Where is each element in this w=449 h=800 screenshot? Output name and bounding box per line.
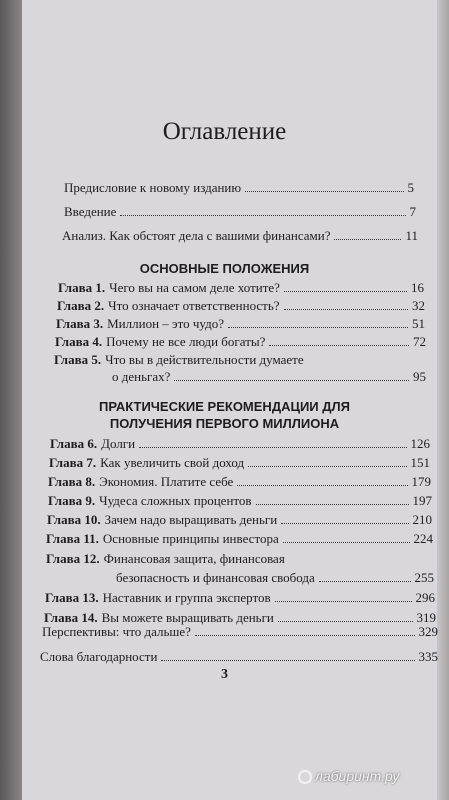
section-heading: ПРАКТИЧЕСКИЕ РЕКОМЕНДАЦИИ ДЛЯ (98, 399, 350, 414)
labirint-logo-icon (298, 770, 312, 784)
toc-entry (49, 455, 430, 471)
toc-entry (54, 352, 304, 368)
leader-dots (284, 291, 407, 292)
chapter-label: Глава 9. (48, 493, 96, 508)
toc-entry (45, 590, 435, 606)
toc-entry (56, 316, 425, 332)
toc-entry-text: Чего вы на самом деле хотите? (109, 280, 280, 295)
toc-entry-text: Вы можете выращивать деньги (101, 610, 274, 625)
toc-entry (50, 436, 430, 452)
toc-entry (64, 180, 414, 196)
toc-entry (46, 551, 285, 567)
leader-dots (284, 309, 408, 310)
toc-entry (57, 298, 425, 314)
toc-entry-page: 210 (412, 512, 432, 527)
leader-dots (281, 523, 408, 524)
toc-entry-text: Основные принципы инвестора (102, 531, 279, 546)
toc-entry (62, 228, 418, 244)
toc-entry-text: Финансовая защита, финансовая (103, 551, 285, 566)
toc-entry (40, 649, 438, 665)
leader-dots (228, 327, 408, 328)
toc-entry-page: 224 (413, 531, 433, 546)
leader-dots (237, 485, 407, 486)
toc-entry-page: 11 (405, 228, 418, 243)
page-title: Оглавление (162, 118, 287, 145)
leader-dots (275, 601, 412, 602)
chapter-label: Глава 8. (48, 474, 96, 489)
toc-entry (48, 493, 432, 509)
toc-entry-text: Чудеса сложных процентов (99, 493, 252, 508)
chapter-label: Глава 3. (56, 316, 104, 331)
chapter-label: Глава 10. (47, 512, 101, 527)
toc-entry-text: Введение (64, 204, 117, 219)
toc-entry-text: Наставник и группа экспертов (102, 590, 271, 605)
toc-entry (48, 474, 431, 490)
chapter-label: Глава 11. (46, 531, 99, 546)
toc-entry-page: 335 (418, 649, 438, 664)
leader-dots (319, 581, 411, 582)
leader-dots (283, 542, 410, 543)
toc-entry (64, 204, 416, 220)
toc-entry-page: 319 (416, 610, 436, 625)
toc-entry (58, 280, 424, 296)
watermark: лабиринт.ру (315, 768, 400, 784)
leader-dots (334, 239, 401, 240)
toc-entry-text: о деньгах? (112, 369, 171, 384)
leader-dots (174, 380, 409, 381)
toc-entry-page: 72 (413, 334, 426, 349)
toc-entry-page: 179 (411, 474, 431, 489)
chapter-label: Глава 5. (54, 352, 102, 367)
toc-entry-page: 296 (415, 590, 435, 605)
leader-dots (139, 447, 406, 448)
toc-entry-page: 95 (413, 369, 426, 384)
toc-entry-text: Перспективы: что дальше? (42, 624, 191, 639)
page-number: 3 (221, 667, 228, 682)
toc-entry-text: безопасность и финансовая свобода (116, 570, 315, 585)
section-heading: ПОЛУЧЕНИЯ ПЕРВОГО МИЛЛИОНА (109, 416, 340, 431)
toc-entry-page: 255 (414, 570, 434, 585)
toc-entry-page: 16 (411, 280, 424, 295)
toc-entry-page: 32 (412, 298, 425, 313)
toc-entry-text: Что означает ответственность? (108, 298, 280, 313)
leader-dots (248, 466, 406, 467)
toc-entry-text: Что вы в действительности думаете (105, 352, 304, 367)
toc-entry (47, 512, 432, 528)
toc-entry-continuation (112, 369, 426, 385)
toc-entry (55, 334, 426, 350)
leader-dots (278, 621, 413, 622)
section-heading: ОСНОВНЫЕ ПОЛОЖЕНИЯ (139, 261, 310, 276)
chapter-label: Глава 14. (44, 610, 98, 625)
chapter-label: Глава 6. (50, 436, 98, 451)
leader-dots (195, 635, 415, 636)
toc-entry-text: Миллион – это чудо? (107, 316, 224, 331)
toc-entry-text: Почему не все люди богаты? (106, 334, 266, 349)
toc-entry-text: Анализ. Как обстоят дела с вашими финансами? (62, 228, 331, 243)
toc-entry-text: Экономия. Платите себе (99, 474, 234, 489)
toc-entry-page: 126 (410, 436, 430, 451)
toc-entry-page: 5 (407, 180, 414, 195)
toc-entry-page: 329 (418, 624, 438, 639)
toc-entry (42, 624, 438, 640)
chapter-label: Глава 4. (55, 334, 103, 349)
toc-entry-continuation (116, 570, 434, 586)
leader-dots (269, 345, 409, 346)
chapter-label: Глава 7. (49, 455, 97, 470)
leader-dots (120, 215, 405, 216)
toc-entry-page: 7 (409, 204, 416, 219)
toc-entry-text: Долги (101, 436, 136, 451)
chapter-label: Глава 1. (58, 280, 106, 295)
chapter-label: Глава 2. (57, 298, 105, 313)
toc-entry-page: 151 (410, 455, 430, 470)
chapter-label: Глава 12. (46, 551, 100, 566)
toc-entry-text: Слова благодарности (40, 649, 158, 664)
leader-dots (161, 660, 414, 661)
toc-entry-text: Как увеличить свой доход (100, 455, 245, 470)
toc-entry (46, 531, 433, 547)
leader-dots (256, 504, 409, 505)
toc-entry-text: Зачем надо выращивать деньги (104, 512, 278, 527)
leader-dots (245, 191, 403, 192)
chapter-label: Глава 13. (45, 590, 99, 605)
toc-entry-page: 51 (412, 316, 425, 331)
toc-entry-text: Предисловие к новому изданию (64, 180, 242, 195)
toc-entry-page: 197 (412, 493, 432, 508)
